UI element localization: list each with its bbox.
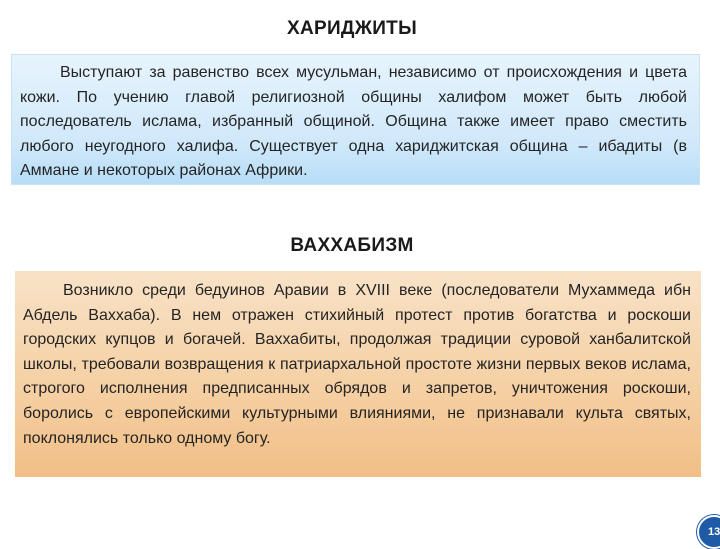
text-panel-kharijites <box>11 54 700 185</box>
page-number-badge: 13 <box>697 515 720 549</box>
section-title-wahhabism: ВАХХАБИЗМ <box>290 235 414 256</box>
text-panel-wahhabism <box>11 271 705 477</box>
section-title-kharijites: ХАРИДЖИТЫ <box>287 18 417 39</box>
paragraph-kharijites: Выступают за равенство всех мусульман, независимо от происхождения и цвета кожи. По учению главой религиозной общины халифом может быть любой последователь ислама, избранный общиной. Община также имеет право сместить любого неугодного халифа. Существует одна хариджитская община – ибадиты (в Аммане и некоторых районах Африки. <box>20 64 687 180</box>
paragraph-wahhabism: Возникло среди бедуинов Аравии в XVIII веке (последователи Мухаммеда ибн Абдель Ваххаба). В нем отражен стихийный протест против богатства и роскоши городских купцов и богачей. Ваххабиты, продолжая традиции суровой ханбалитской школы, требовали возвращения к патриархальной простоте жизни первых веков ислама, строгого исполнения предписанных обрядов и запретов, уничтожения роскоши, боролись с европейскими культурными влияниями, не признавали культа святых, поклонялись только одному богу. <box>23 282 691 447</box>
